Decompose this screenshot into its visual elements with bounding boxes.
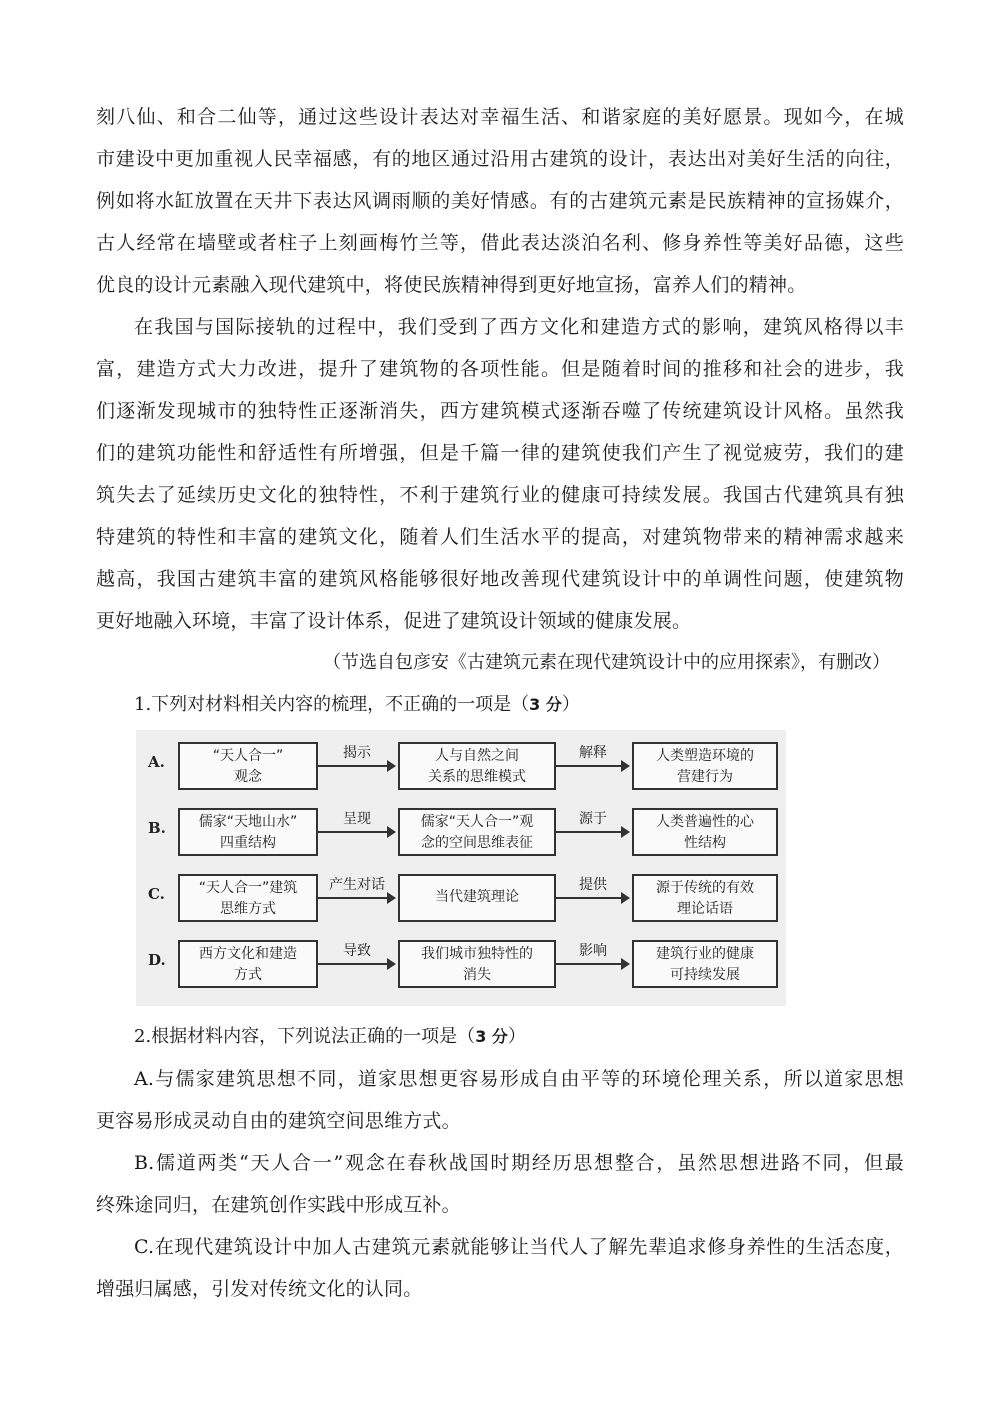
- passage-line: 们的建筑功能性和舒适性有所增强，但是千篇一律的建筑使我们产生了视觉疲劳，我们的建: [96, 442, 904, 464]
- question-1-score: 3 分: [529, 695, 562, 714]
- question-2-option-a: [96, 1058, 904, 1142]
- box-text: 人类塑造环境的: [656, 748, 754, 764]
- box-text: 方式: [234, 967, 262, 983]
- row-letter: A.: [148, 753, 165, 771]
- arrow-right-icon: [556, 963, 628, 965]
- passage-line: 越高，我国古建筑丰富的建筑风格能够很好地改善现代建筑设计中的单调性问题，使建筑物: [96, 568, 904, 590]
- box-text: 营建行为: [677, 769, 733, 785]
- passage-line: 特建筑的特性和丰富的建筑文化，随着人们生活水平的提高，对建筑物带来的精神需求越来: [96, 526, 904, 548]
- passage-source: （节选自包彦安《古建筑元素在现代建筑设计中的应用探索》，有删改）: [323, 652, 890, 673]
- question-1-close: ）: [561, 694, 580, 715]
- diagram-box: [398, 874, 556, 922]
- box-text: 四重结构: [220, 835, 276, 851]
- passage-line: 更好地融入环境，丰富了设计体系，促进了建筑设计领域的健康发展。: [96, 610, 692, 632]
- option-line: 增强归属感，引发对传统文化的认同。: [96, 1278, 423, 1300]
- diagram-box: [178, 742, 318, 790]
- box-text: “天人合一”: [212, 748, 284, 764]
- arrow-right-icon: [318, 963, 394, 965]
- option-line: 终殊途同归，在建筑创作实践中形成互补。: [96, 1194, 461, 1216]
- arrow-right-icon: [556, 765, 628, 767]
- diagram-box: [632, 874, 778, 922]
- question-2-option-b: [96, 1142, 904, 1226]
- arrow-right-icon: [318, 765, 394, 767]
- diagram-row-d: [136, 936, 786, 992]
- arrow-right-icon: [556, 897, 628, 899]
- box-text: 源于传统的有效: [656, 880, 754, 896]
- arrow-label: 解释: [579, 745, 607, 761]
- diagram-box: [398, 940, 556, 988]
- passage-line: 刻八仙、和合二仙等，通过这些设计表达对幸福生活、和谐家庭的美好愿景。现如今，在城: [96, 106, 904, 128]
- document-page: [96, 96, 904, 1310]
- question-2-title: [96, 1016, 904, 1058]
- passage-line: 市建设中更加重视人民幸福感，有的地区通过沿用古建筑的设计，表达出对美好生活的向往，: [96, 148, 904, 170]
- box-text: 关系的思维模式: [428, 769, 526, 785]
- passage-line: 富，建造方式大力改进，提升了建筑物的各项性能。但是随着时间的推移和社会的进步，我: [96, 358, 904, 380]
- diagram-box: [178, 874, 318, 922]
- box-text: 念的空间思维表征: [421, 835, 533, 851]
- arrow-right-icon: [318, 897, 394, 899]
- diagram-box: [632, 742, 778, 790]
- arrow-right-icon: [556, 831, 628, 833]
- question-2-option-c: [96, 1226, 904, 1310]
- box-text: 儒家“天人合一”观: [420, 814, 534, 830]
- arrow-label: 产生对话: [329, 877, 385, 893]
- row-letter: D.: [148, 951, 166, 969]
- arrow-right-icon: [318, 831, 394, 833]
- diagram-row-b: [136, 804, 786, 860]
- box-text: 建筑行业的健康: [656, 946, 754, 962]
- passage-line: 例如将水缸放置在天井下表达风调雨顺的美好情感。有的古建筑元素是民族精神的宣扬媒介，: [96, 190, 904, 212]
- passage-line: 优良的设计元素融入现代建筑中，将使民族精神得到更好地宣扬，富养人们的精神。: [96, 274, 807, 296]
- box-text: 理论话语: [677, 901, 733, 917]
- box-text: 可持续发展: [670, 967, 740, 983]
- question-1-text: 1.下列对材料相关内容的梳理，不正确的一项是（: [134, 694, 530, 715]
- question-2-score: 3 分: [475, 1027, 508, 1046]
- passage: [96, 96, 904, 684]
- diagram-row-a: [136, 738, 786, 794]
- row-letter: B.: [148, 819, 166, 837]
- question-2-close: ）: [507, 1026, 526, 1047]
- box-text: 人与自然之间: [435, 748, 519, 764]
- question-1-title: [96, 684, 904, 726]
- arrow-label: 导致: [343, 943, 371, 959]
- box-text: 人类普遍性的心: [656, 814, 754, 830]
- arrow-label: 呈现: [343, 811, 371, 827]
- option-line: C.在现代建筑设计中加人古建筑元素就能够让当代人了解先辈追求修身养性的生活态度，: [134, 1236, 904, 1258]
- passage-line: 筑失去了延续历史文化的独特性，不利于建筑行业的健康可持续发展。我国古代建筑具有独: [96, 484, 904, 506]
- diagram-box: [398, 808, 556, 856]
- option-line: A.与儒家建筑思想不同，道家思想更容易形成自由平等的环境伦理关系，所以道家思想: [134, 1068, 904, 1090]
- arrow-label: 揭示: [343, 745, 371, 761]
- arrow-label: 源于: [579, 811, 607, 827]
- box-text: “天人合一”建筑: [198, 880, 298, 896]
- box-text: 观念: [234, 769, 262, 785]
- diagram-row-c: [136, 870, 786, 926]
- row-letter: C.: [148, 885, 165, 903]
- diagram-box: [632, 940, 778, 988]
- box-text: 消失: [463, 967, 491, 983]
- arrow-label: 提供: [579, 877, 607, 893]
- diagram-box: [178, 940, 318, 988]
- passage-line: 古人经常在墙壁或者柱子上刻画梅竹兰等，借此表达淡泊名利、修身养性等美好品德，这些: [96, 232, 904, 254]
- question-2-text: 2.根据材料内容，下列说法正确的一项是（: [134, 1026, 476, 1047]
- diagram-box: [178, 808, 318, 856]
- diagram-box: [398, 742, 556, 790]
- diagram-box: [632, 808, 778, 856]
- passage-line: 们逐渐发现城市的独特性正逐渐消失，西方建筑模式逐渐吞噬了传统建筑设计风格。虽然我: [96, 400, 904, 422]
- box-text: 儒家“天地山水”: [198, 814, 298, 830]
- option-line: B.儒道两类“天人合一”观念在春秋战国时期经历思想整合，虽然思想进路不同，但最: [134, 1152, 904, 1174]
- box-text: 西方文化和建造: [199, 946, 297, 962]
- box-text: 性结构: [684, 835, 726, 851]
- passage-line: 在我国与国际接轨的过程中，我们受到了西方文化和建造方式的影响，建筑风格得以丰: [134, 316, 904, 338]
- box-text: 我们城市独特性的: [421, 946, 533, 962]
- flow-diagram: [136, 730, 786, 1006]
- option-line: 更容易形成灵动自由的建筑空间思维方式。: [96, 1110, 461, 1132]
- box-text: 当代建筑理论: [435, 889, 519, 905]
- box-text: 思维方式: [220, 901, 276, 917]
- arrow-label: 影响: [579, 943, 607, 959]
